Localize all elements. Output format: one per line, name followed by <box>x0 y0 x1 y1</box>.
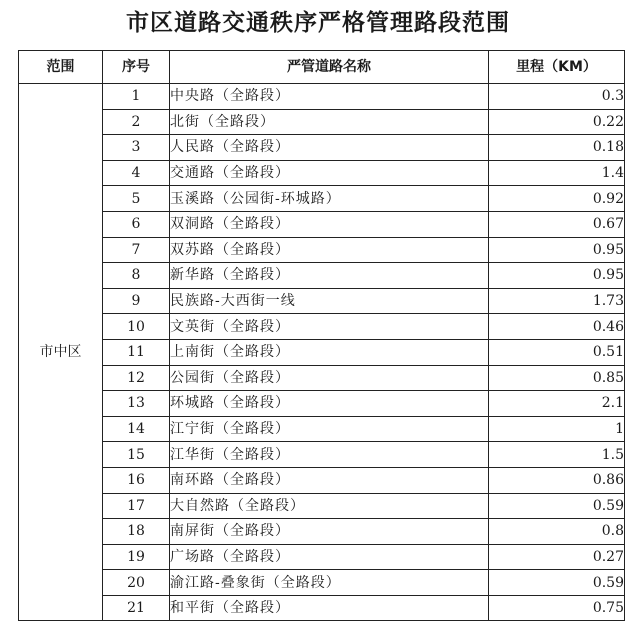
table-body <box>19 84 625 621</box>
row-index: 18 <box>103 519 170 545</box>
road-name: 上南街（全路段） <box>170 339 489 365</box>
road-name: 玉溪路（公园街-环城路） <box>170 186 489 212</box>
row-index: 14 <box>103 416 170 442</box>
table-row <box>19 493 625 519</box>
road-name: 中央路（全路段） <box>170 84 489 110</box>
table-row <box>19 595 625 621</box>
road-name: 人民路（全路段） <box>170 135 489 161</box>
road-name: 南屏街（全路段） <box>170 519 489 545</box>
road-mileage: 0.95 <box>489 237 625 263</box>
road-mileage: 0.8 <box>489 519 625 545</box>
row-index: 11 <box>103 339 170 365</box>
row-index: 13 <box>103 391 170 417</box>
row-index: 10 <box>103 314 170 340</box>
table-row <box>19 339 625 365</box>
row-index: 21 <box>103 595 170 621</box>
road-name: 交通路（全路段） <box>170 160 489 186</box>
road-mileage: 0.95 <box>489 263 625 289</box>
table-row <box>19 442 625 468</box>
road-name: 双苏路（全路段） <box>170 237 489 263</box>
road-name: 江华街（全路段） <box>170 442 489 468</box>
table-row <box>19 467 625 493</box>
road-mileage: 1.5 <box>489 442 625 468</box>
road-mileage: 1.4 <box>489 160 625 186</box>
row-index: 20 <box>103 570 170 596</box>
road-name: 环城路（全路段） <box>170 391 489 417</box>
road-mileage: 0.3 <box>489 84 625 110</box>
table-row <box>19 391 625 417</box>
road-mileage: 0.18 <box>489 135 625 161</box>
road-name: 双洞路（全路段） <box>170 211 489 237</box>
road-mileage: 0.85 <box>489 365 625 391</box>
table-row <box>19 314 625 340</box>
row-index: 5 <box>103 186 170 212</box>
road-mileage: 0.92 <box>489 186 625 212</box>
road-name: 新华路（全路段） <box>170 263 489 289</box>
table-row <box>19 544 625 570</box>
road-name: 渝江路-叠象街（全路段） <box>170 570 489 596</box>
row-index: 9 <box>103 288 170 314</box>
road-mileage: 1.73 <box>489 288 625 314</box>
page-title: 市区道路交通秩序严格管理路段范围 <box>126 10 510 36</box>
road-mileage: 1 <box>489 416 625 442</box>
table-row <box>19 416 625 442</box>
row-index: 19 <box>103 544 170 570</box>
road-mileage: 0.46 <box>489 314 625 340</box>
table-row <box>19 263 625 289</box>
table-row <box>19 288 625 314</box>
table-row <box>19 211 625 237</box>
table-row <box>19 160 625 186</box>
row-index: 7 <box>103 237 170 263</box>
table-row <box>19 365 625 391</box>
row-index: 12 <box>103 365 170 391</box>
row-index: 1 <box>103 84 170 110</box>
table-row <box>19 519 625 545</box>
table-row <box>19 135 625 161</box>
road-mileage: 0.86 <box>489 467 625 493</box>
road-name: 江宁街（全路段） <box>170 416 489 442</box>
road-name: 大自然路（全路段） <box>170 493 489 519</box>
table-row <box>19 84 625 110</box>
table-header-row <box>19 51 625 84</box>
road-mileage: 2.1 <box>489 391 625 417</box>
row-index: 15 <box>103 442 170 468</box>
header-mileage: 里程（KM） <box>489 51 625 84</box>
header-road-name: 严管道路名称 <box>170 51 489 84</box>
row-index: 8 <box>103 263 170 289</box>
road-mileage: 0.67 <box>489 211 625 237</box>
row-index: 16 <box>103 467 170 493</box>
road-mileage: 0.27 <box>489 544 625 570</box>
row-index: 6 <box>103 211 170 237</box>
row-index: 17 <box>103 493 170 519</box>
road-mileage: 0.59 <box>489 493 625 519</box>
road-name: 和平街（全路段） <box>170 595 489 621</box>
road-name: 公园街（全路段） <box>170 365 489 391</box>
row-index: 2 <box>103 109 170 135</box>
road-mileage: 0.22 <box>489 109 625 135</box>
scope-cell: 市中区 <box>19 84 103 621</box>
road-name: 北街（全路段） <box>170 109 489 135</box>
road-mileage: 0.75 <box>489 595 625 621</box>
row-index: 3 <box>103 135 170 161</box>
table-row <box>19 237 625 263</box>
header-scope: 范围 <box>19 51 103 84</box>
road-mileage: 0.51 <box>489 339 625 365</box>
table-row <box>19 109 625 135</box>
road-name: 广场路（全路段） <box>170 544 489 570</box>
road-name: 民族路-大西街一线 <box>170 288 489 314</box>
road-name: 南环路（全路段） <box>170 467 489 493</box>
road-mileage: 0.59 <box>489 570 625 596</box>
road-management-table <box>18 50 625 621</box>
header-index: 序号 <box>103 51 170 84</box>
table-row <box>19 186 625 212</box>
row-index: 4 <box>103 160 170 186</box>
table-row <box>19 570 625 596</box>
road-name: 文英街（全路段） <box>170 314 489 340</box>
